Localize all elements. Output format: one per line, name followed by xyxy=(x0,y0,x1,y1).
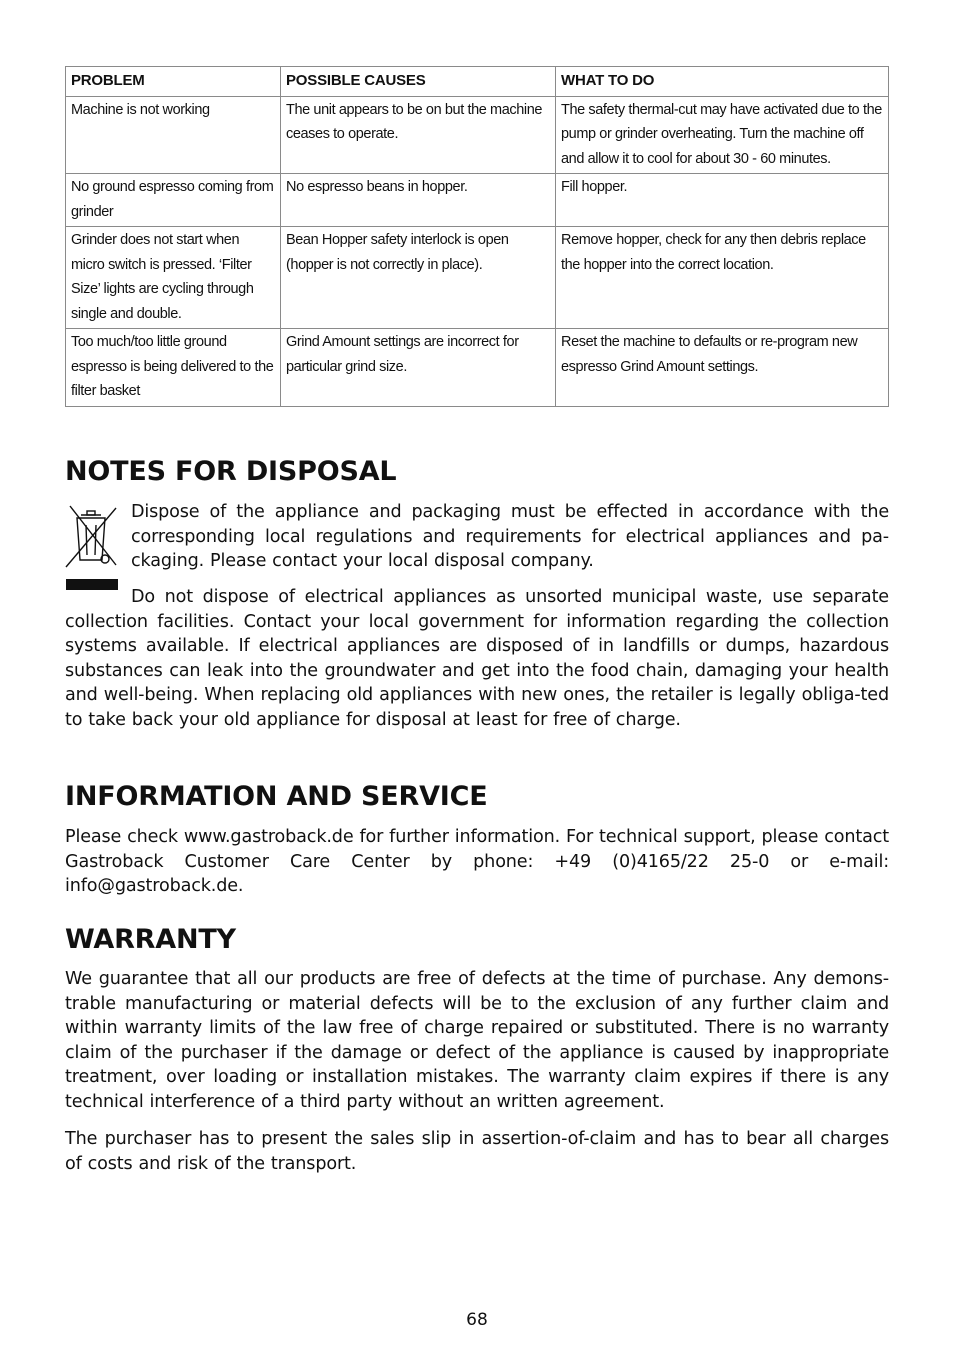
table-row xyxy=(66,96,889,174)
disposal-paragraph-1: Dispose of the appliance and packaging must be effected in accordance with the corresponding local regulations and requirements for electrical appliances and pa-ckaging. Please contact your local disposal company. xyxy=(131,502,889,572)
table-row xyxy=(66,329,889,407)
table-row xyxy=(66,227,889,329)
service-heading: INFORMATION AND SERVICE xyxy=(65,781,488,812)
table-row xyxy=(66,174,889,227)
cell-cause: Bean Hopper safety interlock is open (hopper is not correctly in place). xyxy=(281,227,556,329)
disposal-paragraph-2: Do not dispose of electrical appliances as unsorted municipal waste, use separate collection facilities. Contact your local government for information regarding the collection systems available. If electrical appliances are disposed of in landfills or dumps, hazardous substances can leak into the groundwater and get into the food chain, damaging your health and well-being. When replacing old appliances with new ones, the retailer is legally obliga-ted to take back your old appliance for disposal at least for free of charge. xyxy=(65,587,889,730)
header-what-to-do: WHAT TO DO xyxy=(556,67,889,97)
cell-remedy: Fill hopper. xyxy=(556,174,889,227)
header-problem: PROBLEM xyxy=(66,67,281,97)
disposal-heading: NOTES FOR DISPOSAL xyxy=(65,456,397,487)
cell-problem: Too much/too little ground espresso is being delivered to the filter basket xyxy=(66,329,281,407)
service-paragraph: Please check www.gastroback.de for further information. For technical support, please contact Gastroback Customer Care Center by phone: +49 (0)4165/22 25-0 or e-mail: info@gastroback.de. xyxy=(65,827,889,897)
page-number: 68 xyxy=(466,1310,488,1330)
cell-cause: The unit appears to be on but the machine ceases to operate. xyxy=(281,96,556,174)
cell-remedy: Reset the machine to defaults or re-program new espresso Grind Amount settings. xyxy=(556,329,889,407)
table-header-row xyxy=(66,67,889,97)
warranty-heading: WARRANTY xyxy=(65,924,236,955)
warranty-paragraph-1: We guarantee that all our products are free of defects at the time of purchase. Any demons-trable manufacturing or material defects will be to the exclusion of any further claim and within warranty limits of the law free of charge repaired or substituted. There is no warranty claim of the purchaser if the damage or defect of the appliance is caused by inappropriate treatment, over loading or installation mistakes. The warranty claim expires if there is any technical interference of a third party without an written agreement. xyxy=(65,969,889,1112)
cell-cause: No espresso beans in hopper. xyxy=(281,174,556,227)
cell-problem: No ground espresso coming from grinder xyxy=(66,174,281,227)
cell-problem: Machine is not working xyxy=(66,96,281,174)
cell-remedy: Remove hopper, check for any then debris replace the hopper into the correct location. xyxy=(556,227,889,329)
cell-cause: Grind Amount settings are incorrect for particular grind size. xyxy=(281,329,556,407)
troubleshooting-table xyxy=(65,66,889,407)
header-possible-causes: POSSIBLE CAUSES xyxy=(281,67,556,97)
warranty-paragraph-2: The purchaser has to present the sales slip in assertion-of-claim and has to bear all charges of costs and risk of the transport. xyxy=(65,1129,889,1174)
cell-remedy: The safety thermal-cut may have activated due to the pump or grinder overheating. Turn the machine off and allow it to cool for about 30 - 60 minutes. xyxy=(556,96,889,174)
cell-problem: Grinder does not start when micro switch is pressed. ‘Filter Size’ lights are cycling through single and double. xyxy=(66,227,281,329)
crossed-out-wheelie-bin-icon xyxy=(62,505,120,591)
